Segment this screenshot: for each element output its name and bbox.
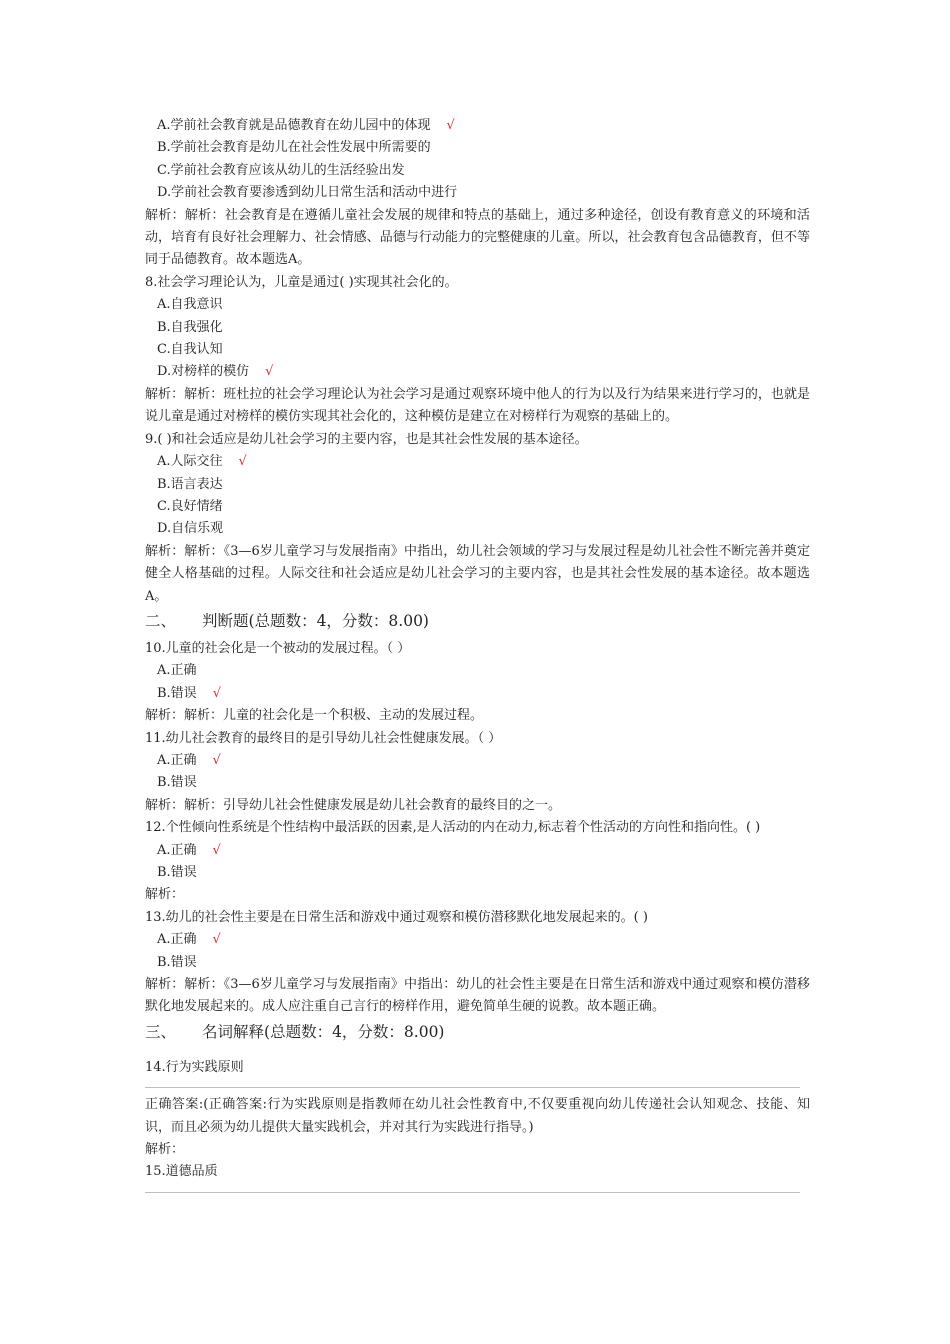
correct-check-mark: √ [446, 118, 455, 133]
analysis-7: 解析：解析：社会教育是在遵循儿童社会发展的规律和特点的基础上，通过多种途径，创设有教育意义的环境和活动，培育有良好社会理解力、社会情感、品德与行动能力的完整健康的儿童。所以，社会教育包含品德教育，但不等同于品德教育。故本题选A。 [145, 207, 810, 268]
option-10b: B.错误 √ [157, 685, 221, 701]
question-stem: 11.幼儿社会教育的最终目的是引导幼儿社会性健康发展。（ ） [145, 730, 502, 746]
option-9c: C.良好情绪 [157, 498, 223, 514]
analysis-10: 解析：解析：儿童的社会化是一个积极、主动的发展过程。 [145, 708, 484, 724]
question-13 [145, 907, 810, 1019]
answer-14: 正确答案:(正确答案:行为实践原则是指教师在幼儿社会性教育中,不仅要重视向幼儿传递社会认知观念、技能、知识，而且必须为幼儿提供大量实践机会，并对其行为实践进行指导。) [145, 1097, 810, 1135]
section-heading-terms: 三、 名词解释(总题数：4，分数：8.00) [145, 1022, 445, 1041]
question-10 [145, 638, 810, 728]
document-page [145, 115, 810, 1199]
option-11a: A.正确 √ [157, 752, 221, 768]
analysis-9: 解析：解析：《3—6岁儿童学习与发展指南》中指出，幼儿社会领域的学习与发展过程是幼儿社会性不断完善并奠定健全人格基础的过程。人际交往和社会适应是幼儿社会学习的主要内容，也是其社会性发展的基本途径。故本题选A。 [145, 543, 810, 604]
option-9a: A.人际交往 √ [157, 454, 247, 470]
analysis-11: 解析：解析：引导幼儿社会性健康发展是幼儿社会教育的最终目的之一。 [145, 797, 562, 813]
question-9 [145, 429, 810, 608]
spacer [145, 1049, 810, 1057]
analysis-14: 解析： [145, 1142, 185, 1158]
correct-check-mark: √ [212, 685, 221, 701]
correct-check-mark: √ [212, 752, 221, 768]
question-12 [145, 817, 810, 907]
question-stem: 14.行为实践原则 [145, 1059, 244, 1075]
correct-check-mark: √ [212, 932, 221, 948]
option-8b: B.自我强化 [157, 319, 223, 335]
option-11b: B.错误 [157, 775, 197, 791]
correct-check-mark: √ [265, 364, 274, 380]
analysis-8: 解析：解析：班杜拉的社会学习理论认为社会学习是通过观察环境中他人的行为以及行为结果来进行学习的，也就是说儿童是通过对榜样的模仿实现其社会化的，这种模仿是建立在对榜样行为观察的基础上的。 [145, 386, 810, 425]
correct-check-mark: √ [212, 842, 221, 858]
option-7a: A.学前社会教育就是品德教育在幼儿园中的体现 √ [157, 118, 455, 133]
option-13a: A.正确 √ [157, 932, 221, 948]
question-stem: 9.( )和社会适应是幼儿社会学习的主要内容，也是其社会性发展的基本途径。 [145, 431, 588, 447]
option-8c: C.自我认知 [157, 342, 223, 358]
option-12b: B.错误 [157, 865, 197, 880]
answer-divider [145, 1087, 800, 1088]
option-13b: B.错误 [157, 954, 197, 970]
question-stem: 12.个性倾向性系统是个性结构中最活跃的因素,是人活动的内在动力,标志着个性活动的方向性和指向性。( ) [145, 820, 761, 836]
section-heading-judgment: 二、 判断题(总题数：4，分数：8.00) [145, 611, 429, 630]
correct-check-mark: √ [238, 454, 247, 470]
question-11 [145, 728, 810, 818]
question-8 [145, 272, 810, 429]
option-8a: A.自我意识 [157, 297, 223, 313]
option-9b: B.语言表达 [157, 476, 223, 492]
analysis-12: 解析： [145, 887, 185, 903]
option-7c: C.学前社会教育应该从幼儿的生活经验出发 [157, 162, 405, 178]
answer-divider [145, 1192, 800, 1193]
question-stem: 8.社会学习理论认为，儿童是通过( )实现其社会化的。 [145, 274, 458, 290]
question-stem: 10.儿童的社会化是一个被动的发展过程。（ ） [145, 640, 411, 656]
question-stem: 15.道德品质 [145, 1164, 218, 1180]
analysis-13: 解析：解析：《3—6岁儿童学习与发展指南》中指出：幼儿的社会性主要是在日常生活和游戏中通过观察和模仿潜移默化地发展起来的。成人应注重自己言行的榜样作用，避免简单生硬的说教。故本题正确。 [145, 977, 810, 1015]
option-7b: B.学前社会教育是幼儿在社会性发展中所需要的 [157, 140, 431, 156]
option-9d: D.自信乐观 [157, 521, 224, 537]
question-15 [145, 1161, 810, 1192]
option-7d: D.学前社会教育要渗透到幼儿日常生活和活动中进行 [157, 185, 458, 201]
question-14 [145, 1049, 810, 1162]
question-7 [145, 115, 810, 272]
option-10a: A.正确 [157, 663, 197, 679]
option-8d: D.对榜样的模仿 √ [157, 364, 274, 380]
question-stem: 13.幼儿的社会性主要是在日常生活和游戏中通过观察和模仿潜移默化地发展起来的。( ) [145, 909, 648, 925]
option-12a: A.正确 √ [157, 842, 221, 858]
